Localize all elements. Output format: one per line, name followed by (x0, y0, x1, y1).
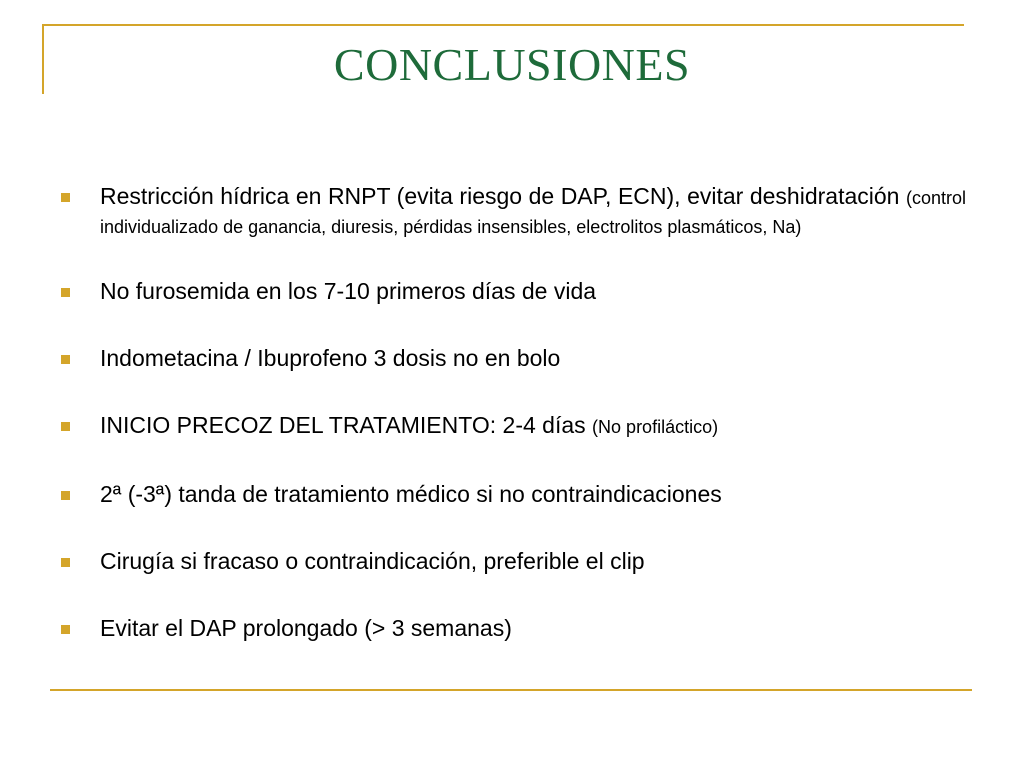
bullet-item (60, 548, 966, 575)
bullet-square-icon (61, 491, 70, 500)
bullet-item (60, 615, 966, 642)
bullet-square-icon (61, 625, 70, 634)
bullet-text: 2ª (-3ª) tanda de tratamiento médico si no contraindicaciones (100, 481, 722, 507)
bullet-square-icon (61, 355, 70, 364)
bullet-square-icon (61, 193, 70, 202)
bullet-text: Restricción hídrica en RNPT (evita riesgo de DAP, ECN), evitar deshidratación (100, 183, 900, 209)
bullet-detail: (No profiláctico) (592, 417, 719, 437)
bullet-square-icon (61, 558, 70, 567)
bullet-text: Cirugía si fracaso o contraindicación, preferible el clip (100, 548, 645, 574)
bullet-item (60, 345, 966, 372)
bullet-list (60, 183, 966, 642)
bullet-text: Evitar el DAP prolongado (> 3 semanas) (100, 615, 512, 641)
slide-title: CONCLUSIONES (333, 39, 691, 90)
bullet-text: Indometacina / Ibuprofeno 3 dosis no en bolo (100, 345, 561, 371)
bullet-text: No furosemida en los 7-10 primeros días de vida (100, 278, 597, 304)
top-rule (42, 24, 964, 26)
bullet-text: INICIO PRECOZ DEL TRATAMIENTO: 2-4 días (100, 412, 586, 438)
bullet-item (60, 481, 966, 508)
bullet-square-icon (61, 422, 70, 431)
bullet-item (60, 412, 966, 441)
bullet-detail: (control individualizado de ganancia, diuresis, pérdidas insensibles, electrolitos plasmáticos, Na) (100, 188, 967, 237)
bullet-item (60, 278, 966, 305)
bullet-item (60, 183, 966, 241)
bottom-rule (50, 689, 972, 691)
bullet-square-icon (61, 288, 70, 297)
